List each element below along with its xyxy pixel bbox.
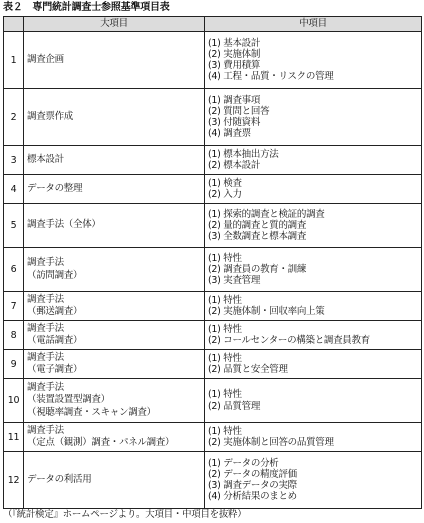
- major-item-cell: [24, 89, 205, 146]
- sub-item-line: (2) 量的調査と質的調査: [208, 219, 307, 231]
- major-item-line: 調査企画: [27, 53, 64, 65]
- major-item-cell: [24, 204, 205, 248]
- major-item-cell: [24, 379, 205, 423]
- table-body: [4, 32, 422, 509]
- table-caption: 表２ 専門統計調査士参照基準項目表: [3, 2, 170, 13]
- major-item-cell: [24, 32, 205, 89]
- major-item-cell: [24, 321, 205, 350]
- sub-item-line: (3) 実査管理: [208, 275, 261, 287]
- major-item-line: 調査手法: [27, 351, 64, 363]
- sub-item-cell: [205, 321, 422, 350]
- header-major-item: 大項目: [24, 17, 205, 32]
- sub-item-line: (3) 費用積算: [208, 60, 261, 71]
- sub-item-line: (2) 調査員の教育・訓練: [208, 263, 307, 275]
- major-item-line: （装置設置型調査）: [27, 394, 110, 406]
- major-item-line: 調査手法: [27, 424, 64, 436]
- sub-item-cell: [205, 204, 422, 248]
- row-number: 7: [4, 292, 24, 321]
- sub-item-cell: [205, 350, 422, 379]
- row-number: 10: [4, 379, 24, 423]
- major-item-cell: [24, 350, 205, 379]
- major-item-line: （郵送調査）: [27, 306, 83, 317]
- table-row: [4, 379, 422, 423]
- table-row: [4, 292, 422, 321]
- sub-item-cell: [205, 452, 422, 509]
- sub-item-line: (2) 質問と回答: [208, 105, 270, 117]
- major-item-cell: [24, 423, 205, 452]
- table-header: [4, 17, 422, 32]
- major-item-cell: [24, 175, 205, 204]
- row-number: 8: [4, 321, 24, 350]
- table-row: [4, 146, 422, 175]
- major-item-line: （訪問調査）: [27, 269, 83, 281]
- sub-item-line: (1) データの分析: [208, 457, 279, 469]
- sub-item-line: (1) 特性: [208, 352, 242, 364]
- sub-item-line: (4) 分析結果のまとめ: [208, 491, 297, 503]
- sub-item-line: (3) 調査データの実際: [208, 480, 297, 491]
- sub-item-cell: [205, 89, 422, 146]
- table-row: [4, 175, 422, 204]
- header-sub-item: 中項目: [205, 17, 422, 32]
- major-item-cell: [24, 292, 205, 321]
- table-row: [4, 89, 422, 146]
- sub-item-line: (4) 調査票: [208, 128, 251, 140]
- major-item-line: 調査票作成: [27, 110, 74, 122]
- sub-item-line: (1) 特性: [208, 425, 242, 437]
- sub-item-line: (1) 検査: [208, 177, 242, 189]
- sub-item-cell: [205, 248, 422, 292]
- sub-item-line: (1) 特性: [208, 323, 242, 335]
- major-item-line: データの整理: [27, 182, 83, 194]
- sub-item-line: (2) 標本設計: [208, 160, 261, 171]
- major-item-line: （定点（観測）調査・パネル調査）: [27, 437, 175, 448]
- table-row: [4, 248, 422, 292]
- major-item-line: 調査手法: [27, 382, 64, 394]
- sub-item-cell: [205, 175, 422, 204]
- sub-item-line: (2) 実施体制と回答の品質管理: [208, 437, 334, 448]
- table-row: [4, 321, 422, 350]
- sub-item-line: (2) 実施体制・回収率向上策: [208, 306, 325, 317]
- major-item-cell: [24, 452, 205, 509]
- row-number: 6: [4, 248, 24, 292]
- row-number: 12: [4, 452, 24, 509]
- row-number: 1: [4, 32, 24, 89]
- major-item-line: データの利活用: [27, 473, 92, 485]
- major-item-line: 調査手法: [27, 293, 64, 305]
- sub-item-cell: [205, 292, 422, 321]
- sub-item-cell: [205, 32, 422, 89]
- table-row: [4, 350, 422, 379]
- major-item-line: 調査手法（全体）: [27, 219, 101, 231]
- sub-item-line: (3) 全数調査と標本調査: [208, 231, 307, 243]
- sub-item-line: (2) データの精度評価: [208, 468, 297, 480]
- sub-item-line: (1) 調査事項: [208, 94, 261, 106]
- source-note: （『統計検定』ホームページより。大項目・中項目を抜粋）: [3, 509, 247, 520]
- sub-item-line: (3) 付随資料: [208, 117, 261, 128]
- sub-item-line: (1) 特性: [208, 389, 242, 401]
- major-item-cell: [24, 146, 205, 175]
- sub-item-cell: [205, 423, 422, 452]
- sub-item-line: (1) 特性: [208, 294, 242, 306]
- sub-item-line: (1) 標本抽出方法: [208, 148, 279, 160]
- table-row: [4, 204, 422, 248]
- sub-item-line: (1) 特性: [208, 252, 242, 264]
- sub-item-line: (2) コールセンターの構築と調査員教育: [208, 335, 370, 346]
- row-number: 5: [4, 204, 24, 248]
- major-item-cell: [24, 248, 205, 292]
- row-number: 4: [4, 175, 24, 204]
- sub-item-line: (1) 基本設計: [208, 37, 261, 49]
- row-number: 2: [4, 89, 24, 146]
- header-number: [4, 17, 24, 32]
- sub-item-cell: [205, 379, 422, 423]
- row-number: 3: [4, 146, 24, 175]
- major-item-line: （電子調査）: [27, 364, 83, 375]
- major-item-line: （視聴率調査・スキャン調査）: [27, 406, 156, 418]
- header-row: [4, 17, 422, 32]
- major-item-line: 調査手法: [27, 257, 64, 269]
- table-row: [4, 452, 422, 509]
- table-row: [4, 32, 422, 89]
- sub-item-line: (2) 実施体制: [208, 48, 261, 60]
- sub-item-line: (1) 探索的調査と検証的調査: [208, 208, 325, 220]
- reference-standard-table: [3, 16, 422, 509]
- sub-item-line: (2) 入力: [208, 189, 242, 200]
- sub-item-line: (2) 品質と安全管理: [208, 364, 288, 375]
- row-number: 11: [4, 423, 24, 452]
- row-number: 9: [4, 350, 24, 379]
- major-item-line: 標本設計: [27, 153, 64, 165]
- sub-item-line: (4) 工程・品質・リスクの管理: [208, 71, 334, 83]
- major-item-line: （電話調査）: [27, 335, 83, 346]
- major-item-line: 調査手法: [27, 322, 64, 334]
- table-row: [4, 423, 422, 452]
- sub-item-cell: [205, 146, 422, 175]
- sub-item-line: (2) 品質管理: [208, 400, 261, 412]
